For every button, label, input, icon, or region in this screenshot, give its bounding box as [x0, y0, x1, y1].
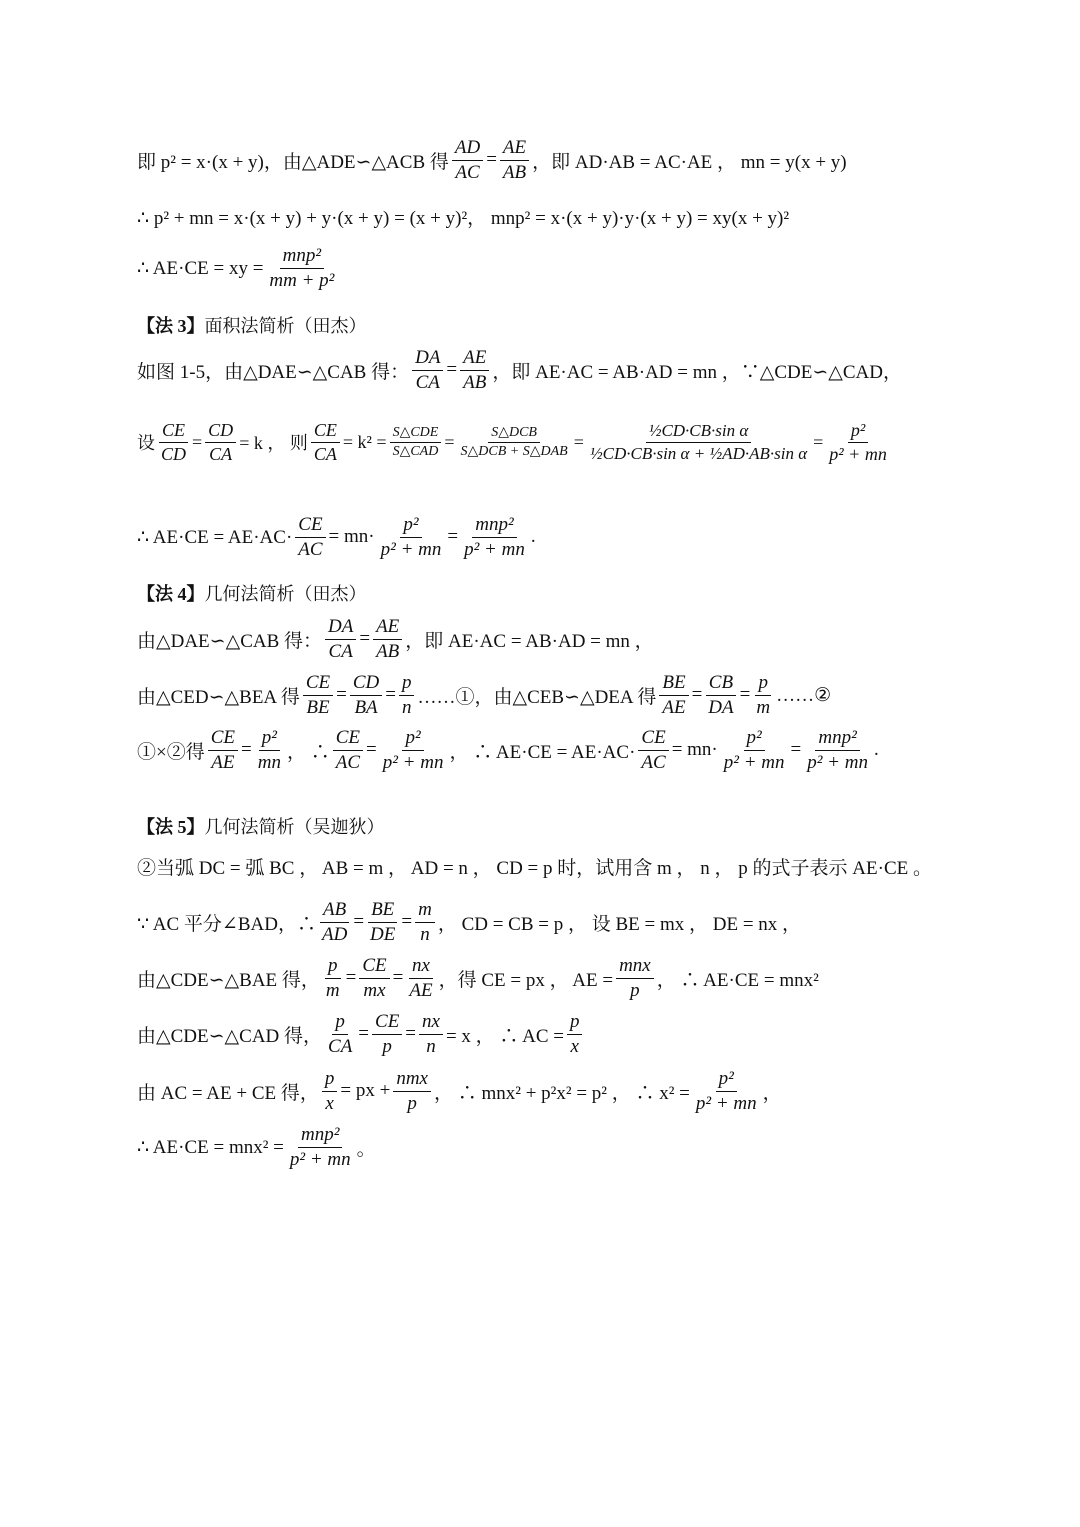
numerator: ½CD·CB·sin α	[646, 421, 752, 443]
text: 由△CDE∽△BAE 得，	[137, 969, 320, 991]
text: ，即 AE·AC = AB·AD = mn ，∵△CDE∽△CAD，	[492, 361, 902, 383]
equation-line-3	[137, 245, 340, 292]
equals: =	[336, 684, 347, 706]
section-heading-method-5	[137, 813, 385, 839]
fraction	[323, 955, 343, 1002]
numerator: CB	[706, 672, 736, 696]
text: ，得 CE = px ， AE =	[438, 969, 614, 991]
text: = k ， 则	[239, 433, 308, 454]
equation-line-7	[137, 616, 654, 663]
denominator: BE	[306, 696, 330, 718]
fraction	[638, 727, 668, 774]
equation-line-8	[137, 672, 831, 719]
fraction	[567, 1011, 583, 1058]
numerator: p	[332, 1011, 348, 1035]
equals: =	[573, 431, 584, 452]
numerator: nx	[419, 1011, 443, 1035]
numerator: mnp²	[472, 514, 516, 538]
fraction	[452, 137, 483, 184]
fraction	[587, 421, 810, 463]
equals: =	[392, 967, 404, 989]
numerator: DA	[325, 616, 356, 640]
numerator: BE	[659, 672, 688, 696]
numerator: mnp²	[298, 1124, 342, 1148]
heading-label: 【法 5】	[137, 817, 205, 837]
numerator: AB	[320, 899, 349, 923]
numerator: CE	[333, 727, 363, 751]
numerator: CE	[638, 727, 668, 751]
numerator: p	[325, 955, 341, 979]
numerator: AD	[452, 137, 483, 161]
denominator: CA	[415, 371, 440, 393]
fraction	[333, 727, 363, 774]
numerator: p	[399, 672, 415, 696]
text: ， ∴	[286, 741, 330, 763]
equals: =	[353, 911, 365, 933]
numerator: AE	[500, 137, 529, 161]
equals: =	[366, 739, 377, 761]
text: 如图 1-5，由△DAE∽△CAB 得：	[137, 361, 410, 383]
denominator: AC	[641, 751, 666, 773]
equals: =	[405, 1023, 417, 1045]
denominator: p² + mn	[289, 1148, 351, 1170]
text: 设	[137, 433, 155, 454]
equation-line-4	[137, 347, 902, 394]
numerator: m	[415, 899, 435, 923]
denominator: mx	[363, 979, 386, 1001]
denominator: ½CD·CB·sin α + ½AD·AB·sin α	[589, 443, 808, 463]
fraction	[415, 899, 435, 946]
fraction	[359, 955, 389, 1002]
text: ②当弧 DC = 弧 BC ， AB = m ， AD = n ， CD = p 时，试用含 m ， n ， p 的式子表示 AE·CE 。	[137, 858, 932, 879]
equation-line-15	[137, 1124, 376, 1171]
text: ， CD = CB = p ， 设 BE = mx ， DE = nx ，	[437, 913, 802, 935]
equals: =	[385, 684, 396, 706]
fraction	[693, 1068, 760, 1115]
equals: =	[813, 431, 824, 452]
numerator: nmx	[393, 1068, 431, 1092]
denominator: mn	[257, 751, 281, 773]
fraction	[325, 1011, 355, 1058]
numerator: S△CDE	[390, 425, 442, 443]
equals: =	[241, 739, 252, 761]
equation-line-13	[137, 1011, 585, 1058]
text: ……①，由△CEB∽△DEA 得	[417, 686, 657, 708]
fraction	[460, 347, 489, 394]
fraction	[419, 1011, 443, 1058]
fraction	[255, 727, 284, 774]
denominator: S△CAD	[392, 443, 439, 459]
equals: =	[358, 1023, 370, 1045]
text: 由△DAE∽△CAB 得：	[137, 630, 323, 652]
fraction	[158, 420, 189, 464]
fraction	[616, 955, 654, 1002]
denominator: AE	[662, 696, 686, 718]
denominator: p² + mn	[380, 538, 442, 560]
numerator: p	[755, 672, 771, 696]
fraction	[350, 672, 382, 719]
numerator: p	[567, 1011, 583, 1035]
denominator: p	[382, 1035, 392, 1057]
denominator: p	[630, 979, 640, 1001]
fraction	[804, 727, 871, 774]
text: ， ∴ AE·CE = AE·AC·	[449, 741, 636, 763]
heading-text: 几何法简析（田杰）	[204, 584, 367, 604]
equals: =	[446, 359, 458, 381]
text: 由△CED∽△BEA 得	[137, 686, 300, 708]
denominator: n	[401, 696, 412, 718]
numerator: p²	[744, 727, 765, 751]
text: ，即 AD·AB = AC·AE ， mn = y(x + y)	[532, 151, 847, 173]
section-heading-method-4	[137, 580, 367, 606]
numerator: p²	[400, 514, 421, 538]
fraction	[705, 672, 736, 719]
heading-label: 【法 4】	[137, 584, 205, 604]
numerator: S△DCB	[488, 425, 540, 443]
numerator: CD	[350, 672, 382, 696]
numerator: CE	[208, 727, 238, 751]
fraction	[372, 1011, 402, 1058]
numerator: mnx	[616, 955, 654, 979]
fraction	[208, 727, 238, 774]
fraction	[461, 514, 528, 561]
denominator: AE	[409, 979, 433, 1001]
text: ，即 AE·AC = AB·AD = mn ，	[405, 630, 654, 652]
equals: =	[444, 431, 455, 452]
equals: =	[401, 911, 413, 933]
equals: =	[359, 628, 371, 650]
denominator: m	[325, 979, 340, 1001]
denominator: AD	[321, 923, 348, 945]
fraction	[322, 1068, 338, 1115]
fraction	[325, 616, 356, 663]
denominator: S△DCB + S△DAB	[460, 443, 568, 459]
equals: =	[345, 967, 357, 989]
denominator: AB	[502, 161, 527, 183]
denominator: p	[407, 1092, 417, 1114]
equation-line-12	[137, 955, 819, 1002]
text: ①×②得	[137, 741, 205, 763]
fraction	[412, 347, 443, 394]
denominator: p² + mn	[723, 751, 785, 773]
fraction	[826, 420, 890, 464]
denominator: AC	[455, 161, 480, 183]
denominator: AB	[376, 640, 400, 662]
fraction	[287, 1124, 354, 1171]
fraction	[406, 955, 435, 1002]
denominator: AC	[298, 538, 323, 560]
equation-line-5	[137, 420, 893, 464]
equals: =	[691, 684, 703, 706]
text: 由△CDE∽△CAD 得，	[137, 1025, 323, 1047]
equation-line-1	[137, 137, 847, 184]
denominator: CA	[209, 443, 233, 464]
numerator: DA	[412, 347, 443, 371]
denominator: CD	[161, 443, 187, 464]
denominator: x	[325, 1092, 334, 1114]
fraction	[393, 1068, 431, 1115]
denominator: CA	[328, 1035, 353, 1057]
denominator: p² + mn	[829, 443, 887, 464]
denominator: DA	[708, 696, 734, 718]
numerator: p	[322, 1068, 338, 1092]
numerator: p²	[716, 1068, 737, 1092]
text: ∴ AE·CE = AE·AC·	[137, 526, 293, 548]
numerator: nx	[409, 955, 433, 979]
fraction	[367, 899, 398, 946]
text: = mn·	[328, 526, 375, 548]
equals: =	[790, 739, 802, 761]
denominator: n	[420, 923, 430, 945]
fraction	[659, 672, 688, 719]
numerator: CE	[311, 420, 340, 443]
text: ∵ AC 平分∠BAD，∴	[137, 913, 316, 935]
text: .	[873, 739, 879, 761]
fraction	[266, 245, 337, 292]
equation-line-14	[137, 1068, 782, 1115]
denominator: CA	[328, 640, 353, 662]
section-heading-method-3	[137, 312, 367, 338]
denominator: p² + mn	[695, 1092, 757, 1114]
text: = k² =	[342, 431, 387, 452]
fraction	[205, 420, 236, 464]
denominator: n	[426, 1035, 436, 1057]
numerator: AE	[460, 347, 489, 371]
text: ……②	[776, 684, 832, 706]
text: ∴ AE·CE = mnx² =	[137, 1136, 284, 1158]
text: = x ， ∴ AC =	[445, 1025, 564, 1047]
heading-text: 几何法简析（吴迦狄）	[204, 817, 385, 837]
equation-line-6	[137, 514, 536, 561]
numerator: CE	[372, 1011, 402, 1035]
text: = mn·	[671, 739, 718, 761]
heading-label: 【法 3】	[137, 316, 205, 336]
numerator: p²	[259, 727, 280, 751]
fraction	[303, 672, 333, 719]
text: 。	[356, 1138, 376, 1160]
denominator: BA	[354, 696, 378, 718]
equals: =	[192, 431, 203, 452]
equals: =	[739, 684, 751, 706]
fraction	[378, 514, 445, 561]
fraction	[500, 137, 529, 184]
text: ∴ AE·CE = xy =	[137, 257, 264, 279]
equation-line-10	[137, 853, 932, 880]
numerator: p²	[402, 727, 423, 751]
equals: =	[486, 149, 497, 171]
fraction	[295, 514, 325, 561]
text: ∴ p² + mn = x·(x + y) + y·(x + y) = (x + y)²， mnp² = x·(x + y)·y·(x + y) = xy(x + y)²	[137, 208, 790, 229]
numerator: CE	[295, 514, 325, 538]
denominator: p² + mn	[464, 538, 525, 560]
text: ， ∴ mnx² + p²x² = p² ， ∴ x² =	[433, 1082, 690, 1104]
fraction	[753, 672, 773, 719]
denominator: m	[756, 696, 771, 718]
numerator: mnp²	[815, 727, 859, 751]
denominator: AE	[211, 751, 235, 773]
denominator: mm + p²	[269, 269, 335, 291]
numerator: mnp²	[280, 245, 324, 269]
text: = px +	[340, 1080, 391, 1102]
text: 即 p² = x·(x + y)，由△ADE∽△ACB 得	[137, 151, 449, 173]
numerator: CE	[159, 420, 188, 443]
denominator: DE	[370, 923, 396, 945]
numerator: AE	[373, 616, 402, 640]
numerator: p²	[848, 420, 868, 443]
fraction	[380, 727, 447, 774]
text: .	[530, 526, 536, 548]
heading-text: 面积法简析（田杰）	[204, 316, 367, 336]
text: 由 AC = AE + CE 得，	[137, 1082, 319, 1104]
equation-line-11	[137, 899, 801, 946]
fraction	[319, 899, 350, 946]
denominator: AB	[463, 371, 487, 393]
fraction	[390, 425, 442, 460]
numerator: CE	[359, 955, 389, 979]
denominator: AC	[335, 751, 360, 773]
text: ，	[762, 1082, 782, 1104]
numerator: CD	[205, 420, 236, 443]
numerator: CE	[303, 672, 333, 696]
text: ， ∴ AE·CE = mnx²	[656, 969, 819, 991]
fraction	[721, 727, 788, 774]
fraction	[399, 672, 415, 719]
denominator: p² + mn	[807, 751, 868, 773]
equals: =	[447, 526, 459, 548]
denominator: p² + mn	[382, 751, 444, 773]
equation-line-9	[137, 727, 879, 774]
denominator: x	[570, 1035, 579, 1057]
fraction	[311, 420, 340, 464]
fraction	[373, 616, 402, 663]
fraction	[458, 425, 571, 460]
denominator: CA	[313, 443, 337, 464]
numerator: BE	[368, 899, 397, 923]
equation-line-2	[137, 203, 789, 230]
